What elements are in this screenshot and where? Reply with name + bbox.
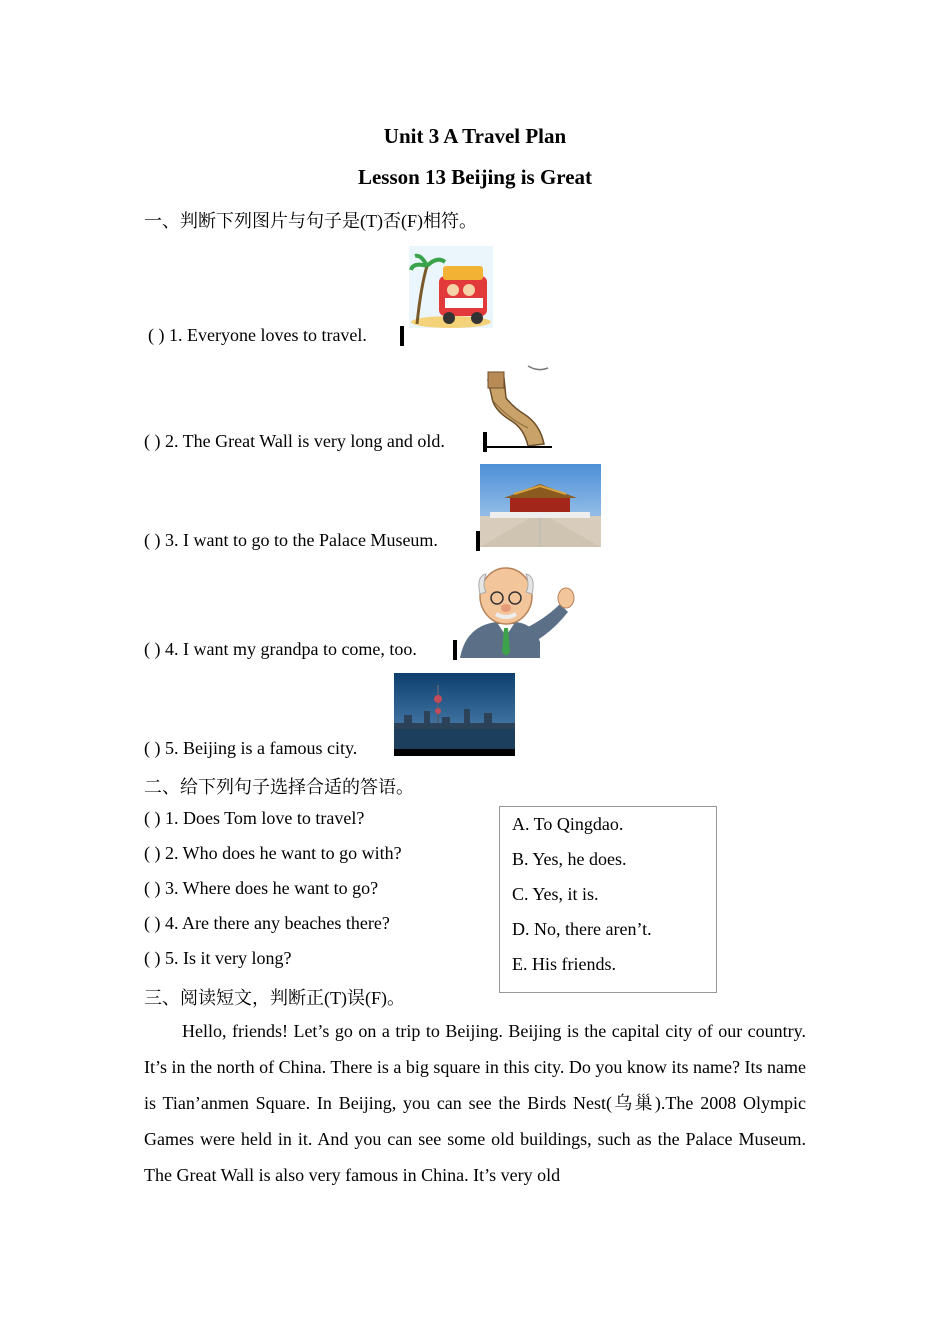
answer-option-a: A. To Qingdao. (512, 814, 624, 834)
text-cursor-marker (476, 531, 480, 551)
city-skyline-picture (394, 673, 515, 756)
palace-museum-picture (480, 464, 601, 547)
text-cursor-marker (483, 432, 487, 452)
family-car-trip-picture (409, 246, 493, 328)
section1-item-1: ( ) 1. Everyone loves to travel. (148, 325, 367, 345)
reading-passage (144, 1013, 806, 1193)
reading-passage-text: Hello, friends! Let’s go on a trip to Beijing. Beijing is the capital city of our country. It’s in the north of China. There is a big square in this city. Do you know its name? Its name is Tian’anmen Square. In Beijing, you can see the Birds Nest(乌巢).The 2008 Olympic Games were held in it. And you can see some old buildings, such as the Palace Museum. The Great Wall is also very famous in China. It’s very old (144, 1021, 806, 1185)
answer-option-d: D. No, there aren’t. (512, 919, 652, 939)
answer-option-c: C. Yes, it is. (512, 884, 599, 904)
section2-question-3: ( ) 3. Where does he want to go? (144, 878, 379, 898)
section2-question-1: ( ) 1. Does Tom love to travel? (144, 808, 365, 828)
section2-question-2: ( ) 2. Who does he want to go with? (144, 843, 402, 863)
text-cursor-marker (453, 640, 457, 660)
lesson-title: Lesson 13 Beijing is Great (357, 165, 593, 189)
grandpa-picture (456, 562, 576, 658)
section1-item-2: ( ) 2. The Great Wall is very long and old. (144, 431, 445, 451)
great-wall-picture (484, 358, 552, 448)
section2-question-5: ( ) 5. Is it very long? (144, 948, 292, 968)
section1-item-5: ( ) 5. Beijing is a famous city. (144, 738, 358, 758)
section2-question-4: ( ) 4. Are there any beaches there? (144, 913, 390, 933)
section1-instruction: 一、判断下列图片与句子是(T)否(F)相符。 (144, 211, 477, 231)
text-cursor-marker (400, 326, 404, 346)
answer-option-b: B. Yes, he does. (512, 849, 627, 869)
answer-options-box (499, 806, 717, 993)
unit-title: Unit 3 A Travel Plan (383, 124, 567, 148)
section2-instruction: 二、给下列句子选择合适的答语。 (144, 777, 414, 797)
answer-option-e: E. His friends. (512, 954, 616, 974)
section1-item-4: ( ) 4. I want my grandpa to come, too. (144, 639, 417, 659)
section3-instruction: 三、阅读短文，判断正(T)误(F)。 (144, 988, 405, 1008)
section1-item-3: ( ) 3. I want to go to the Palace Museum. (144, 530, 438, 550)
